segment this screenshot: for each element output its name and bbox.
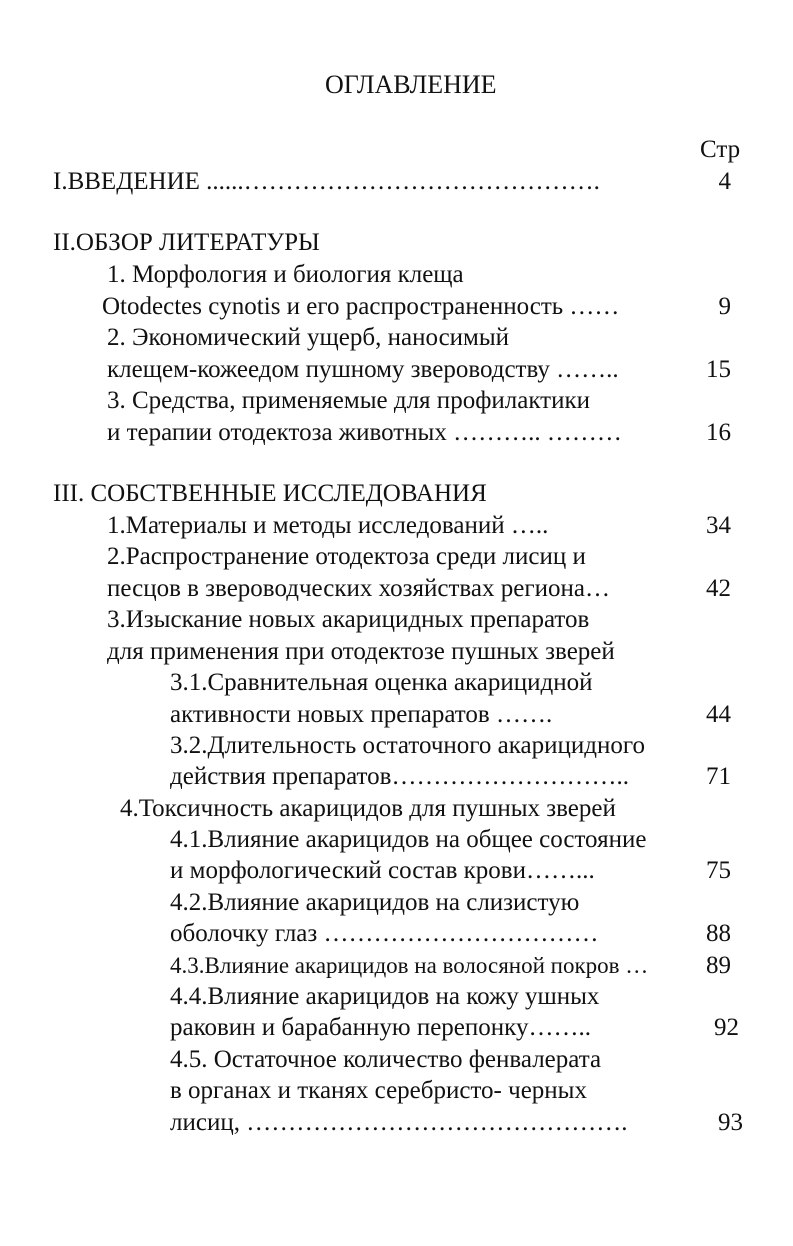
toc-line: 1. Морфология и биология клеща [107, 261, 464, 288]
toc-line: лисиц, ………………………………………. [170, 1109, 628, 1136]
toc-line: 4.5. Остаточное количество фенвалерата [170, 1046, 602, 1073]
toc-line: в органах и тканях серебристо- черных [170, 1077, 587, 1104]
toc-line: клещем-кожеедом пушному звероводству …….. [107, 356, 619, 383]
toc-page-number: 89 [706, 952, 731, 979]
toc-line: для применения при отодектозе пушных зверей [107, 638, 615, 665]
toc-page-number: 71 [706, 763, 731, 790]
toc-page-number: 44 [706, 701, 731, 728]
toc-line: песцов в звероводческих хозяйствах региона… [107, 575, 610, 602]
toc-line: 4.1.Влияние акарицидов на общее состояние [170, 826, 647, 853]
toc-line: 1.Материалы и методы исследований ….. [107, 512, 549, 539]
toc-page-number: 42 [706, 575, 731, 602]
toc-line: 3. Средства, применяемые для профилактики [107, 387, 590, 414]
toc-line: и морфологический состав крови……... [170, 857, 595, 884]
toc-page-number: 16 [706, 419, 731, 446]
toc-page-number: 9 [718, 293, 731, 320]
toc-line: 4.Токсичность акарицидов для пушных зверей [120, 795, 616, 822]
toc-page-number: 75 [706, 857, 731, 884]
page-column-header: Стр [700, 136, 741, 163]
toc-page-number: 88 [706, 920, 731, 947]
toc-section-heading: II.ОБЗОР ЛИТЕРАТУРЫ [53, 229, 320, 256]
toc-page-number: 15 [706, 356, 731, 383]
page-title: ОГЛАВЛЕНИЕ [325, 70, 497, 99]
toc-line: 3.2.Длительность остаточного акарицидного [170, 732, 645, 759]
toc-line: и терапии отодектоза животных ……….. ……… [107, 419, 622, 446]
toc-section-heading: III. СОБСТВЕННЫЕ ИССЛЕДОВАНИЯ [53, 480, 487, 507]
toc-line: 2. Экономический ущерб, наносимый [107, 324, 510, 351]
toc-page-number: 34 [706, 512, 731, 539]
toc-line: Otodectes cynotis и его распространенность …… [102, 293, 620, 320]
toc-line: оболочку глаз …………………………… [170, 920, 599, 947]
toc-line: 4.4.Влияние акарицидов на кожу ушных [170, 983, 600, 1010]
toc-line: раковин и барабанную перепонку…….. [170, 1014, 591, 1041]
toc-page-number: 92 [714, 1014, 739, 1041]
toc-line: 3.Изыскание новых акарицидных препаратов [107, 606, 590, 633]
toc-line: 4.3.Влияние акарицидов на волосяной покров … [170, 953, 649, 978]
toc-line: 3.1.Сравнительная оценка акарицидной [170, 669, 593, 696]
toc-line: 4.2.Влияние акарицидов на слизистую [170, 889, 580, 916]
toc-line: 2.Распространение отодектоза среди лисиц и [107, 543, 586, 570]
toc-line: активности новых препаратов ……. [170, 701, 553, 728]
toc-line: действия препаратов……………………….. [170, 763, 629, 790]
toc-page-number: 4 [718, 168, 731, 195]
toc-line: I.ВВЕДЕНИЕ ......……………………………………. [53, 168, 600, 195]
toc-page-number: 93 [718, 1109, 743, 1136]
